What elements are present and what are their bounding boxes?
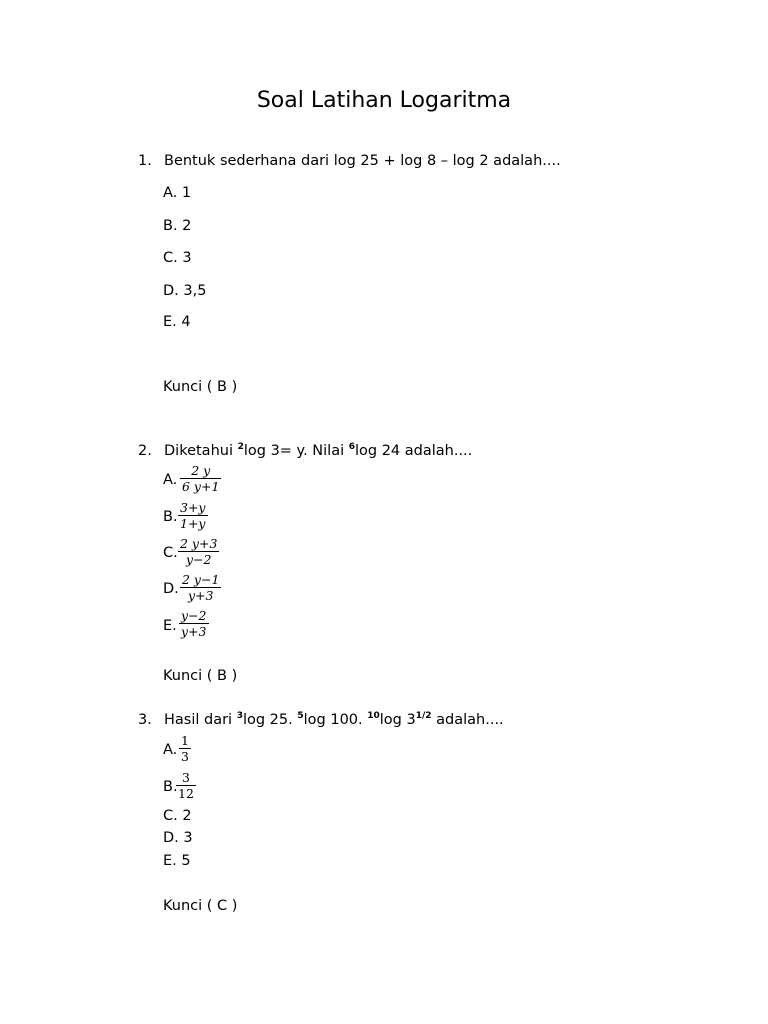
question-1-option-d: D. 3,5 [163, 283, 207, 299]
fraction-numerator: 2 y−1 [182, 572, 220, 587]
question-3-option-c: C. 2 [163, 808, 192, 824]
question-2-option-c-label: C. [163, 545, 178, 561]
question-1-option-e: E. 4 [163, 314, 191, 330]
fraction-numerator: 3+y [180, 500, 206, 515]
question-3-option-d: D. 3 [163, 830, 193, 846]
fraction-denominator: y−2 [185, 552, 212, 567]
question-2-option-c-fraction [178, 536, 219, 567]
question-1-option-a: A. 1 [163, 185, 192, 201]
question-2-option-b-label: B. [163, 509, 178, 525]
fraction-numerator: 2 y+3 [180, 536, 218, 551]
fraction-denominator: 1+y [180, 516, 206, 531]
page-title: Soal Latihan Logaritma [256, 88, 512, 113]
question-1-text: Bentuk sederhana dari log 25 + log 8 – log 2 adalah.... [164, 153, 561, 169]
question-1-option-b: B. 2 [163, 218, 192, 234]
question-2-option-d-fraction [180, 572, 221, 603]
fraction-numerator: 1 [181, 733, 189, 748]
question-2-option-a-label: A. [163, 472, 178, 488]
fraction-numerator: 3 [176, 770, 196, 786]
question-2-option-e-fraction [179, 608, 209, 639]
fraction-denominator: y+3 [181, 624, 207, 639]
question-3-option-b-fraction [176, 770, 196, 801]
question-1-key: Kunci ( B ) [163, 379, 238, 395]
question-1-option-c: C. 3 [163, 250, 192, 266]
question-2-option-b-fraction [178, 500, 208, 531]
question-2-option-d-label: D. [163, 581, 179, 597]
question-3-option-a-fraction [179, 733, 191, 764]
question-3-option-a-label: A. [163, 742, 178, 758]
fraction-numerator: 2 y [180, 463, 221, 479]
fraction-numerator: y−2 [181, 608, 207, 623]
question-3-key: Kunci ( C ) [163, 898, 238, 914]
question-2-option-a-fraction [180, 463, 221, 494]
fraction-denominator: 3 [181, 749, 189, 764]
question-3-option-e: E. 5 [163, 853, 191, 869]
question-2-key: Kunci ( B ) [163, 668, 238, 684]
question-2-number: 2. [138, 443, 152, 459]
fraction-denominator: 12 [178, 786, 194, 801]
question-2-text: Diketahui $^2$log 3= y. Nilai $^6$log 24 adalah.... [164, 442, 473, 459]
question-2-option-e-label: E. [163, 618, 177, 634]
fraction-denominator: 6 y+1 [182, 479, 220, 494]
question-3-text: Hasil dari $^3$log 25. $^5$log 100. $^{10}$log $3^{1/2}$ adalah.... [164, 711, 504, 728]
question-1-number: 1. [138, 153, 152, 169]
question-3-number: 3. [138, 712, 152, 728]
question-3-option-b-label: B. [163, 779, 178, 795]
fraction-denominator: y+3 [187, 588, 214, 603]
